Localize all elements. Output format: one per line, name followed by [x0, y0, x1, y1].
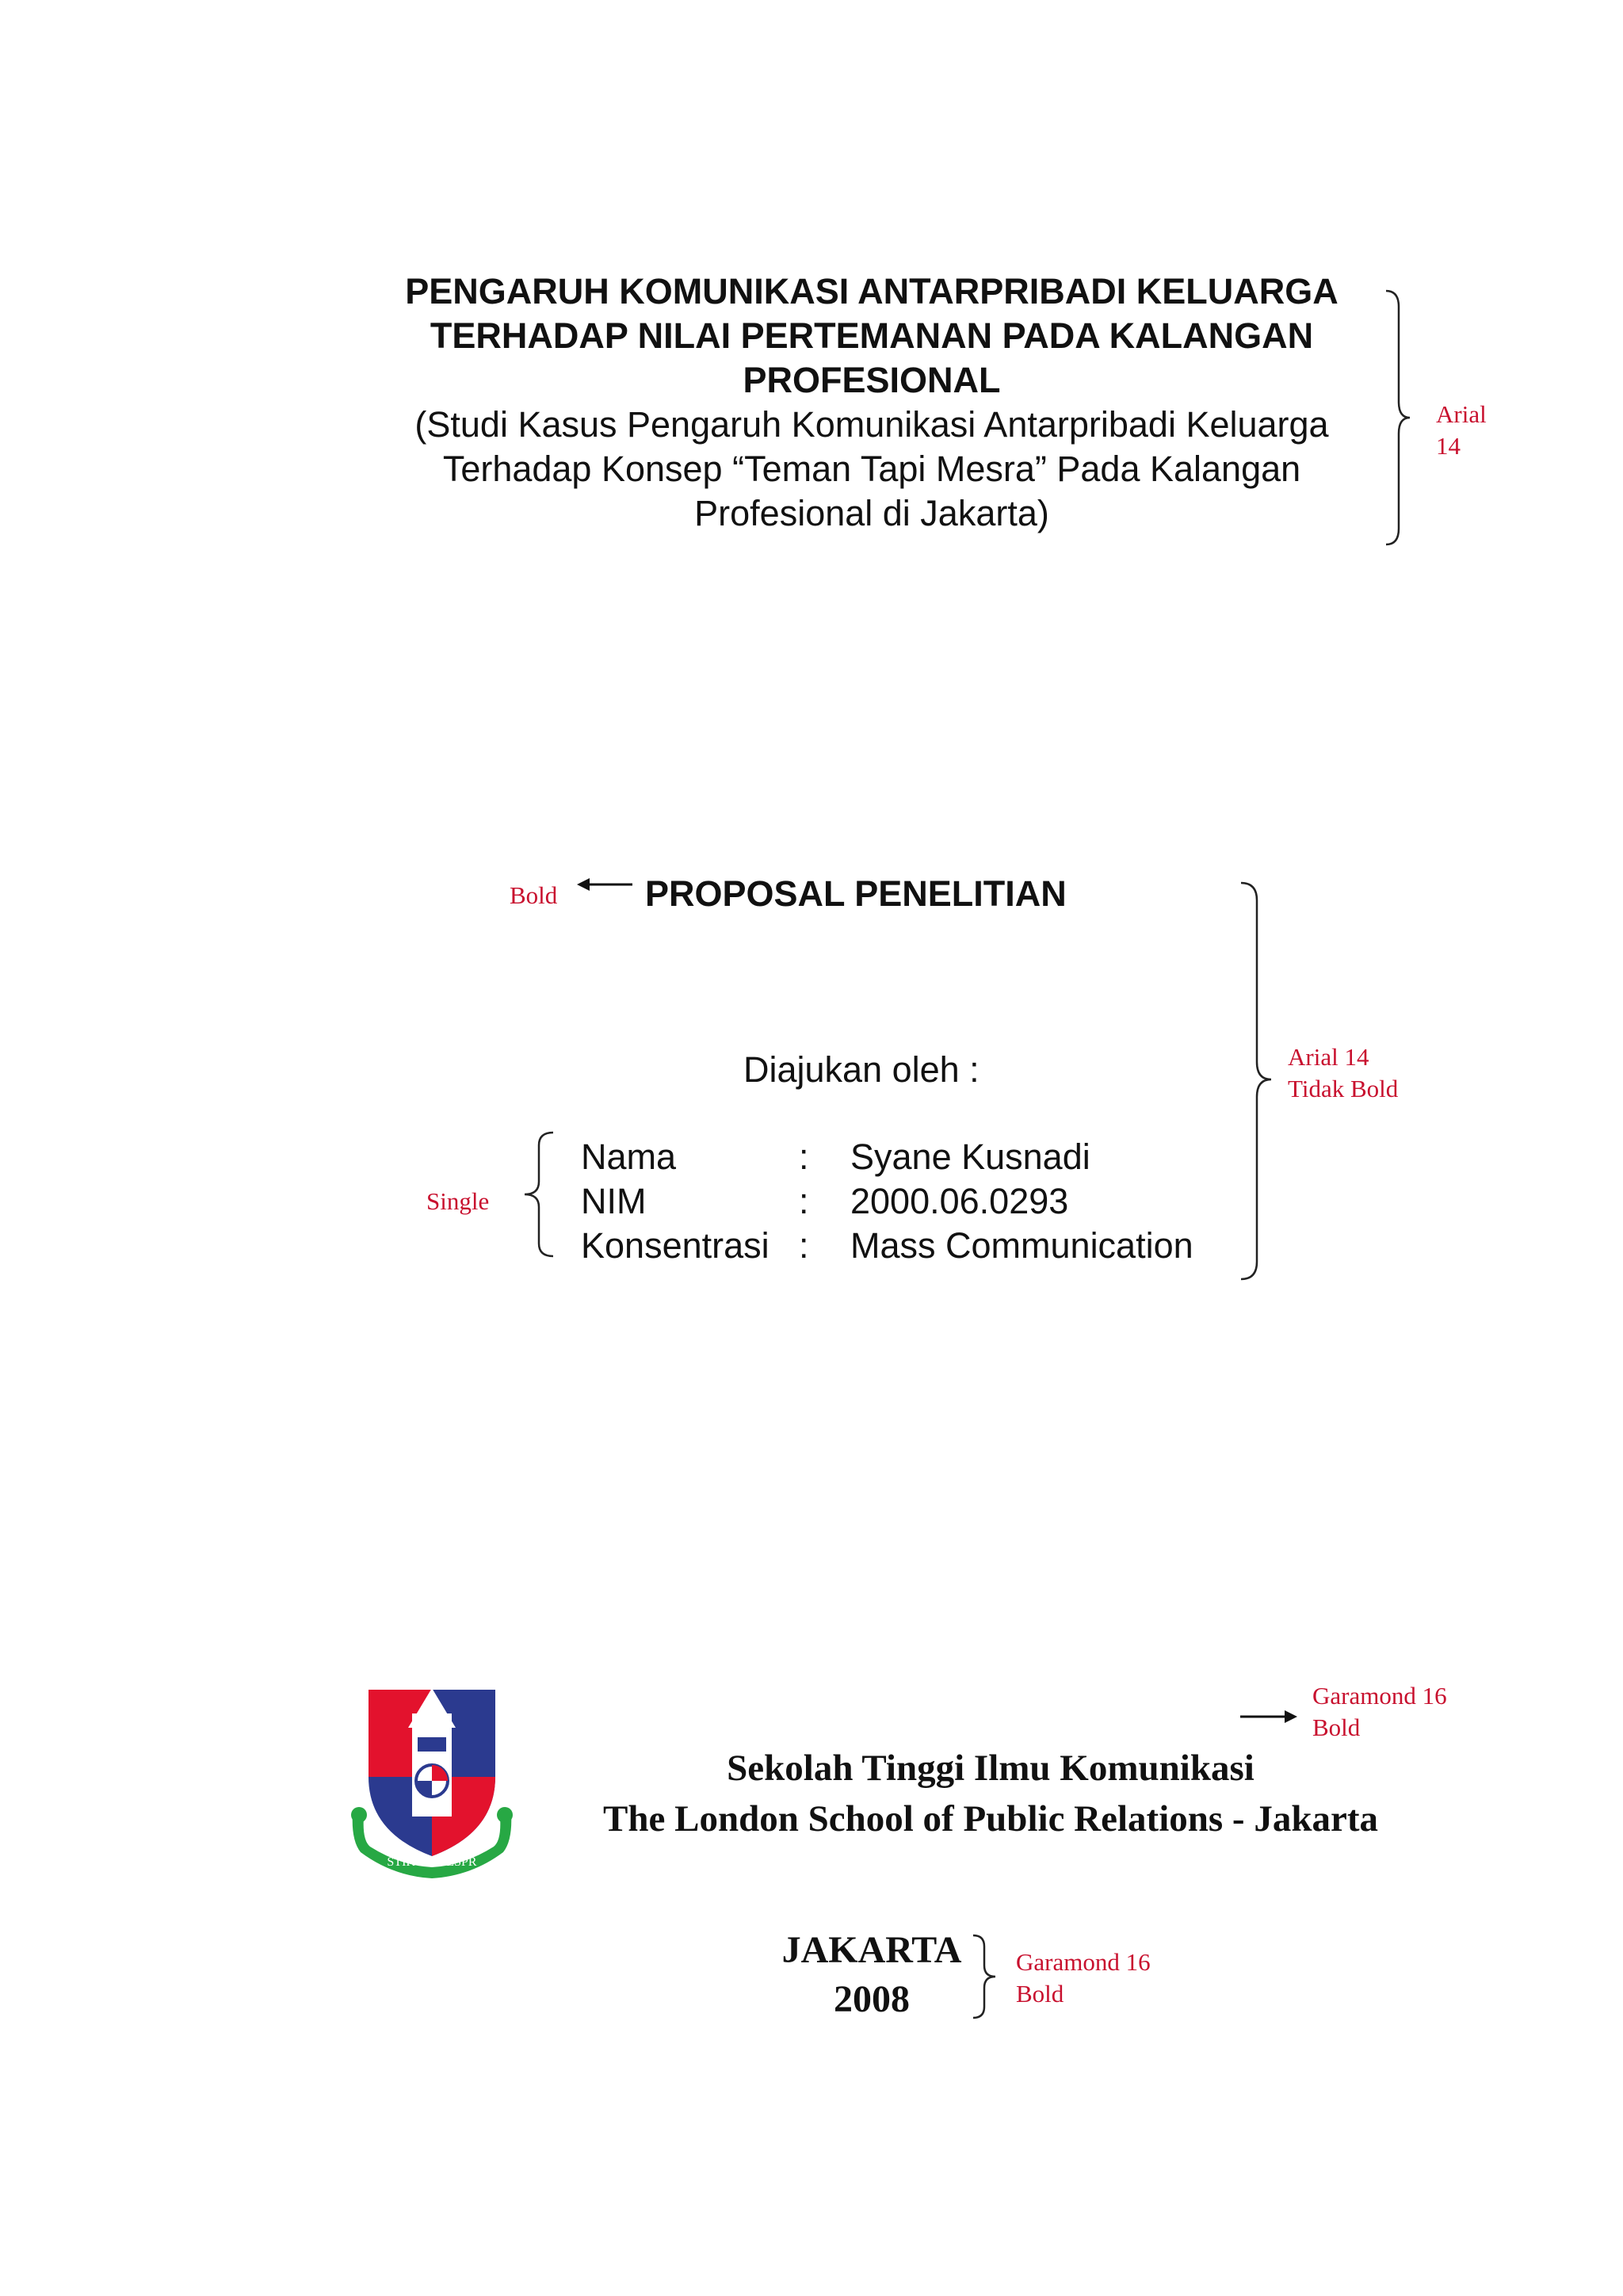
arrow-left-icon	[577, 877, 634, 892]
submitted-by: Diajukan oleh :	[743, 1049, 980, 1090]
title-block	[317, 269, 1426, 536]
annotation-body-font-line1: Arial 14	[1288, 1043, 1369, 1071]
logo-ribbon-text: STIKOM • LSPR	[387, 1855, 477, 1869]
single-brace	[501, 1129, 558, 1260]
field-concentration-value: Mass Communication	[850, 1225, 1193, 1266]
field-nim-label: NIM	[581, 1181, 647, 1221]
footer-brace	[970, 1934, 1002, 2021]
field-name-label: Nama	[581, 1137, 677, 1177]
annotation-title-font-line2: 14	[1436, 432, 1461, 460]
subtitle-line-2: Terhadap Konsep “Teman Tapi Mesra” Pada Kalangan	[442, 449, 1301, 489]
subtitle-line-3: Profesional di Jakarta)	[694, 493, 1049, 533]
annotation-school-font	[1312, 1680, 1447, 1744]
proposal-heading: PROPOSAL PENELITIAN	[645, 873, 1067, 914]
title-line-1: PENGARUH KOMUNIKASI ANTARPRIBADI KELUARGA	[405, 271, 1338, 311]
annotation-city-font-line2: Bold	[1016, 1980, 1064, 2008]
stikom-lspr-logo	[345, 1682, 519, 1880]
annotation-school-font-line2: Bold	[1312, 1713, 1361, 1741]
annotation-body-font	[1288, 1041, 1398, 1105]
field-nim-value: 2000.06.0293	[850, 1181, 1069, 1221]
field-concentration-sep: :	[799, 1225, 809, 1266]
annotation-bold: Bold	[510, 881, 558, 909]
annotation-body-font-line2: Tidak Bold	[1288, 1075, 1399, 1102]
field-name-value: Syane Kusnadi	[850, 1137, 1090, 1177]
annotation-city-font-line1: Garamond 16	[1016, 1948, 1151, 1976]
proposal-brace	[1238, 881, 1276, 1282]
annotation-school-font-line1: Garamond 16	[1312, 1682, 1447, 1710]
title-brace	[1383, 289, 1415, 547]
school-name-line-1: Sekolah Tinggi Ilmu Komunikasi	[727, 1748, 1254, 1789]
field-nim-sep: :	[799, 1181, 809, 1221]
subtitle-line-1: (Studi Kasus Pengaruh Komunikasi Antarpribadi Keluarga	[414, 404, 1329, 445]
field-concentration-label: Konsentrasi	[581, 1225, 769, 1266]
footer-year: 2008	[834, 1978, 910, 2020]
title-line-3: PROFESIONAL	[743, 360, 1001, 400]
school-name-line-2: The London School of Public Relations - Jakarta	[603, 1798, 1378, 1839]
title-line-2: TERHADAP NILAI PERTEMANAN PADA KALANGAN	[430, 315, 1314, 356]
annotation-title-font-line1: Arial	[1436, 400, 1487, 428]
footer-city: JAKARTA	[781, 1929, 962, 1971]
field-name-sep: :	[799, 1137, 809, 1177]
annotation-single: Single	[426, 1187, 490, 1215]
annotation-title-font	[1436, 399, 1487, 462]
arrow-right-icon	[1240, 1709, 1297, 1725]
annotation-city-font	[1016, 1946, 1151, 2010]
